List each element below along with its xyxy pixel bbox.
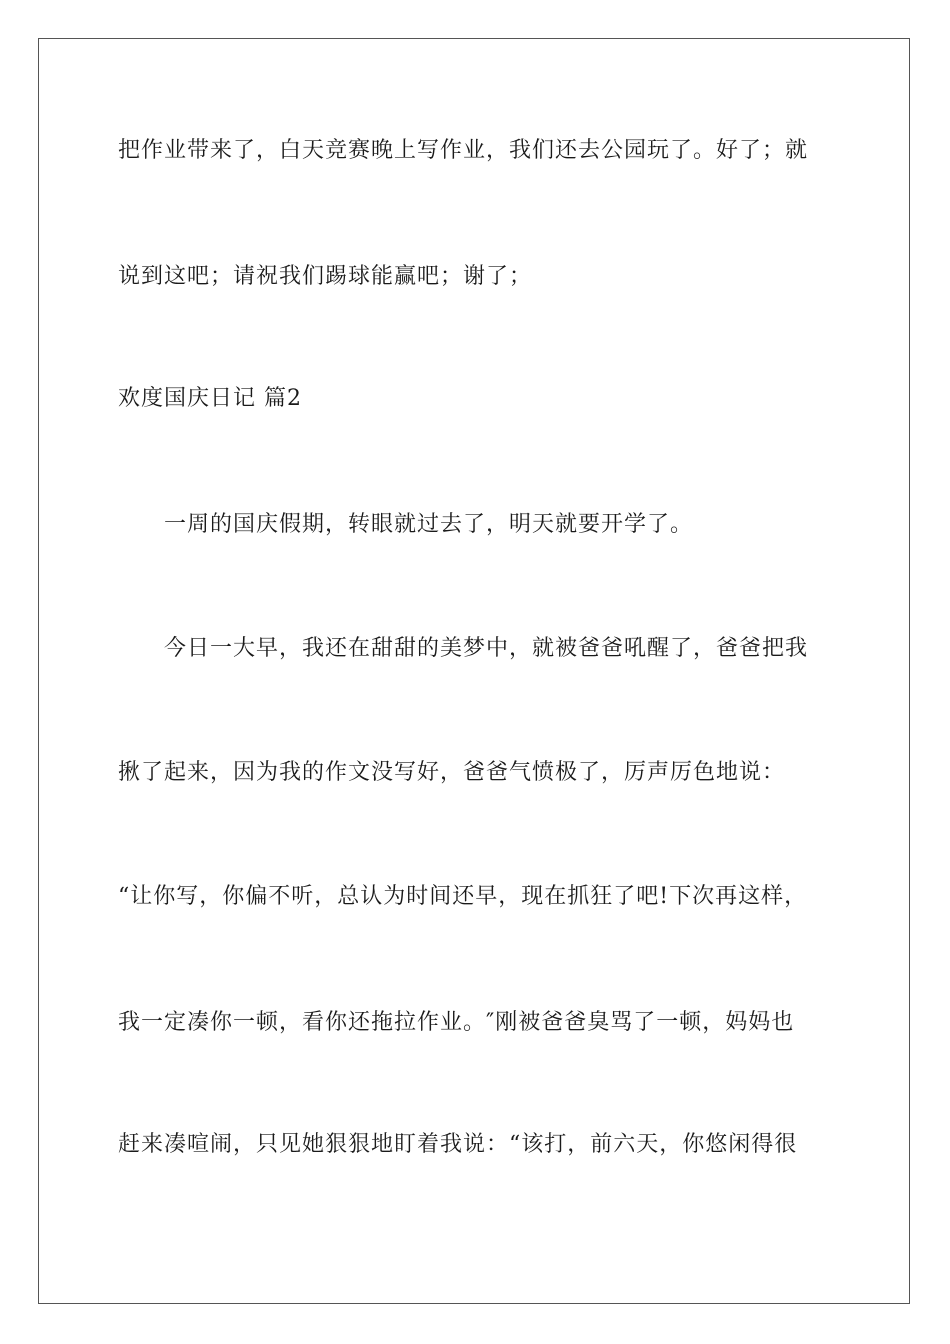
paragraph-first-line: 一周的国庆假期，转眼就过去了，明天就要开学了。 [164,512,694,537]
page-border [38,38,910,1304]
text-line-6: 揪了起来，因为我的作文没写好，爸爸气愤极了，厉声厉色地说： [118,760,786,785]
paragraph-first-line: 今日一大早，我还在甜甜的美梦中，就被爸爸吼醒了，爸爸把我 [164,636,809,661]
text-line-9: 赶来凑喧闹，只见她狠狠地盯着我说：“该打，前六天，你悠闲得很 [118,1132,798,1157]
text-line-7: “让你写，你偏不听，总认为时间还早，现在抓狂了吧!下次再这样， [118,884,808,909]
text-line-2: 说到这吧；请祝我们踢球能赢吧；谢了； [118,264,533,289]
text-line-1: 把作业带来了，白天竞赛晚上写作业，我们还去公园玩了。好了；就 [118,138,809,163]
section-heading: 欢度国庆日记 篇2 [118,386,302,411]
text-line-8: 我一定凑你一顿，看你还拖拉作业。″刚被爸爸臭骂了一顿，妈妈也 [118,1010,795,1035]
